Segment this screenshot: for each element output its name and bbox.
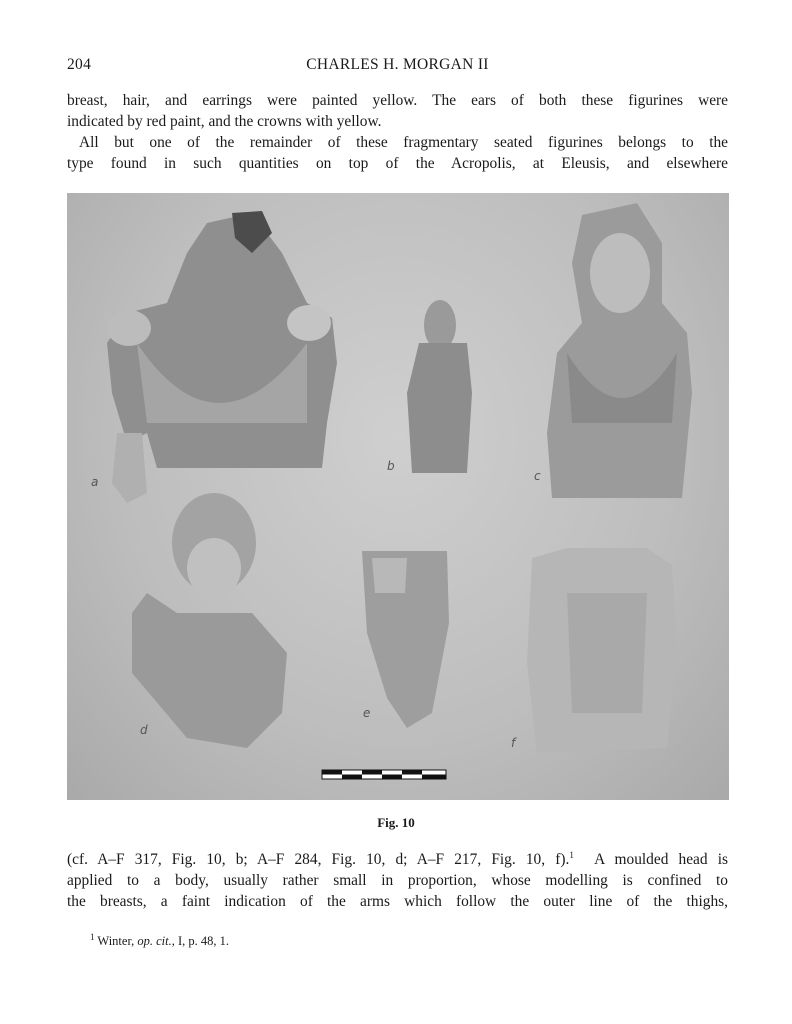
footnote-reference: 1 <box>569 849 574 860</box>
text-line: breast, hair, and earrings were painted yellow. The ears of both these figurines were <box>67 92 728 109</box>
text-segment: A moulded head is <box>594 851 728 868</box>
page-number: 204 <box>67 56 92 73</box>
text-line: applied to a body, usually rather small in proportion, whose modelling is confined to <box>67 872 728 889</box>
text-line: indicated by red paint, and the crowns with yellow. <box>67 113 382 130</box>
panel-label-c: c <box>534 469 541 483</box>
footnote-work: op. cit., <box>137 934 175 948</box>
panel-label-b: b <box>387 459 395 473</box>
scale-bar <box>322 770 446 779</box>
running-head <box>67 56 728 78</box>
figurine-e <box>362 551 449 728</box>
panel-label-a: a <box>91 475 99 489</box>
figurine-b <box>407 300 472 473</box>
panel-label-f: f <box>511 736 516 750</box>
figurine-f <box>527 548 677 753</box>
running-title: CHARLES H. MORGAN II <box>306 56 489 73</box>
footnote-ref: I, p. 48, 1. <box>178 934 230 948</box>
figure-caption: Fig. 10 <box>377 815 415 830</box>
bottom-text <box>67 849 728 912</box>
figurine-photo-illustration <box>67 193 729 800</box>
top-text <box>67 90 728 174</box>
figurine-a <box>107 211 337 503</box>
footnote-author: Winter, <box>97 934 135 948</box>
footnote-marker: 1 <box>90 931 95 942</box>
panel-label-e: e <box>363 706 371 720</box>
text-line: All but one of the remainder of these fragmentary seated figurines belongs to the <box>79 134 728 151</box>
text-segment: (cf. A–F 317, Fig. 10, b; A–F 284, Fig. 10, d; A–F 217, Fig. 10, f). <box>67 851 570 868</box>
footnote <box>90 931 230 949</box>
text-line: the breasts, a faint indication of the arms which follow the outer line of the thighs, <box>67 893 728 910</box>
panel-label-d: d <box>140 723 148 737</box>
text-line <box>67 849 728 870</box>
figurine-d <box>132 493 287 748</box>
figurine-c <box>547 203 692 498</box>
figure-photograph <box>67 193 729 800</box>
text-line: type found in such quantities on top of the Acropolis, at Eleusis, and elsewhere <box>67 155 728 172</box>
